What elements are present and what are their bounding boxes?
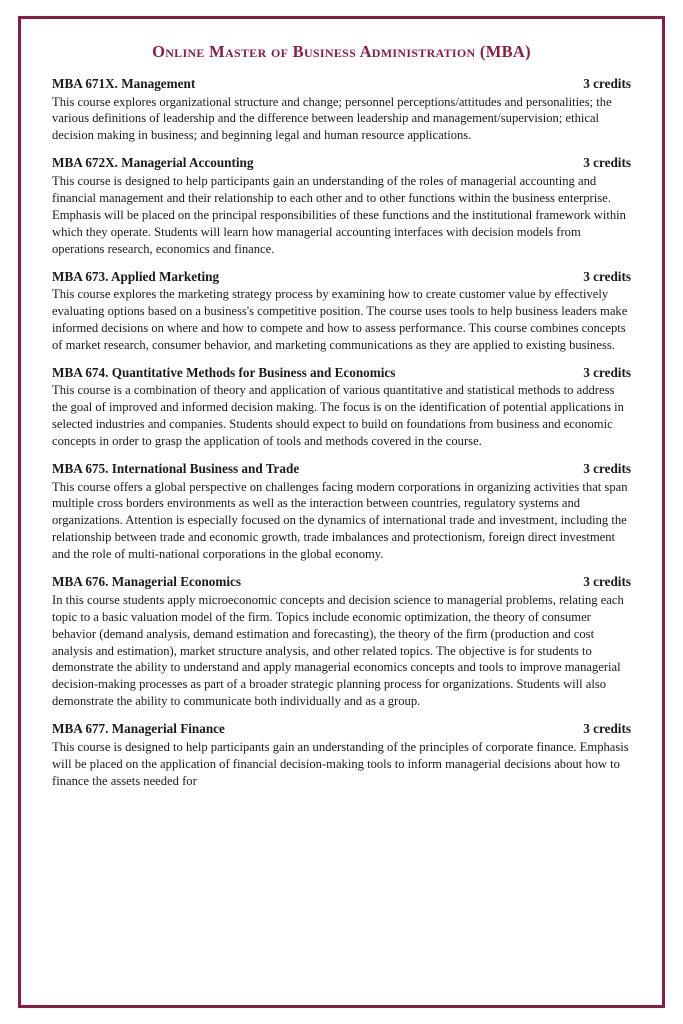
course-description: This course offers a global perspective on challenges facing modern corporations in organizing activities that span multiple cross borders environments as well as the interaction between countries, regulatory systems and organizations. Attention is especially focused on the dynamics of international trade and investment, including the relationship between trade and economic growth, trade imbalances and protectionism, foreign direct investment and the role of multi-national corporations in the global economy. [52, 479, 628, 562]
course-title: MBA 672X. Managerial Accounting [52, 155, 254, 171]
course-credits: 3 credits [583, 268, 631, 284]
course-title: MBA 676. Managerial Economics [52, 574, 242, 590]
course-description: This course explores the marketing strategy process by examining how to create customer value by effectively evaluating options based on a business's competitive position. The course uses tools to help business leaders make informed decisions on where and how to compete and how to assess performance. This course combines concepts of market research, consumer behavior, and marketing communications as they are applied to existing business. [52, 287, 628, 352]
course-title: MBA 673. Applied Marketing [52, 268, 220, 284]
course-header [52, 461, 631, 478]
course-credits: 3 credits [583, 155, 631, 171]
course-entry [52, 461, 631, 563]
course-credits: 3 credits [583, 364, 631, 380]
course-credits: 3 credits [583, 721, 631, 737]
course-header [52, 721, 631, 738]
course-title: MBA 674. Quantitative Methods for Business and Economics [52, 364, 396, 380]
course-title: MBA 677. Managerial Finance [52, 721, 225, 737]
course-header [52, 365, 631, 382]
course-entry [52, 269, 631, 354]
course-description: This course is designed to help participants gain an understanding of the principles of corporate finance. Emphasis will be placed on the application of financial decision-making tools to inform managerial decisions about how to finance the assets needed for [52, 739, 629, 788]
course-title: MBA 671X. Management [52, 76, 196, 91]
course-description: This course is designed to help participants gain an understanding of the roles of managerial accounting and financial management and their relationship to each other and to other functions within the business enterprise. Emphasis will be placed on the principal responsibilities of these functions and the institutional framework within which they operate. Students will learn how managerial accounting interfaces with decision models from operations research, economics and finance. [52, 173, 626, 256]
course-credits: 3 credits [583, 76, 631, 91]
course-credits: 3 credits [583, 574, 631, 590]
course-description: This course is a combination of theory and application of various quantitative and statistical methods to address the goal of improved and informed decision making. The focus is on the identification of potential applications in selected industries and companies. Students should expect to build on foundations from business and economic concepts in order to grasp the application of tools and methods covered in the course. [52, 383, 624, 449]
course-header [52, 269, 631, 286]
course-header [52, 155, 631, 172]
page-content [18, 16, 665, 1008]
course-entry [52, 155, 631, 257]
course-header [52, 76, 631, 93]
course-header [52, 574, 631, 591]
course-title: MBA 675. International Business and Trade [52, 461, 300, 476]
course-entry [52, 721, 631, 789]
course-entry [52, 76, 631, 144]
course-description: In this course students apply microeconomic concepts and decision science to managerial problems, relating each topic to a basic valuation model of the firm. Topics include economic optimization, the theory of consumer behavior (demand analysis, demand estimation and forecasting), the theory of the firm (production and cost analysis and estimation), market structure analysis, and other related topics. The objective is for students to demonstrate the ability to understand and apply managerial economics concepts and tools to improve managerial decision-making processes as part of a broader strategic planning process for organizations. Students will also demonstrate the ability to communicate both individually and as a group. [52, 592, 624, 709]
course-credits: 3 credits [583, 461, 631, 476]
course-entry [52, 574, 631, 710]
page-title: Online Master of Business Administration (MBA) [152, 42, 531, 61]
course-entry [52, 365, 631, 450]
course-description: This course explores organizational structure and change; personnel perceptions/attitudes and personalities; the various definitions of leadership and the difference between leadership and management/supervision; ethical decision making in business; and beginning legal and human resource applications. [52, 94, 612, 143]
